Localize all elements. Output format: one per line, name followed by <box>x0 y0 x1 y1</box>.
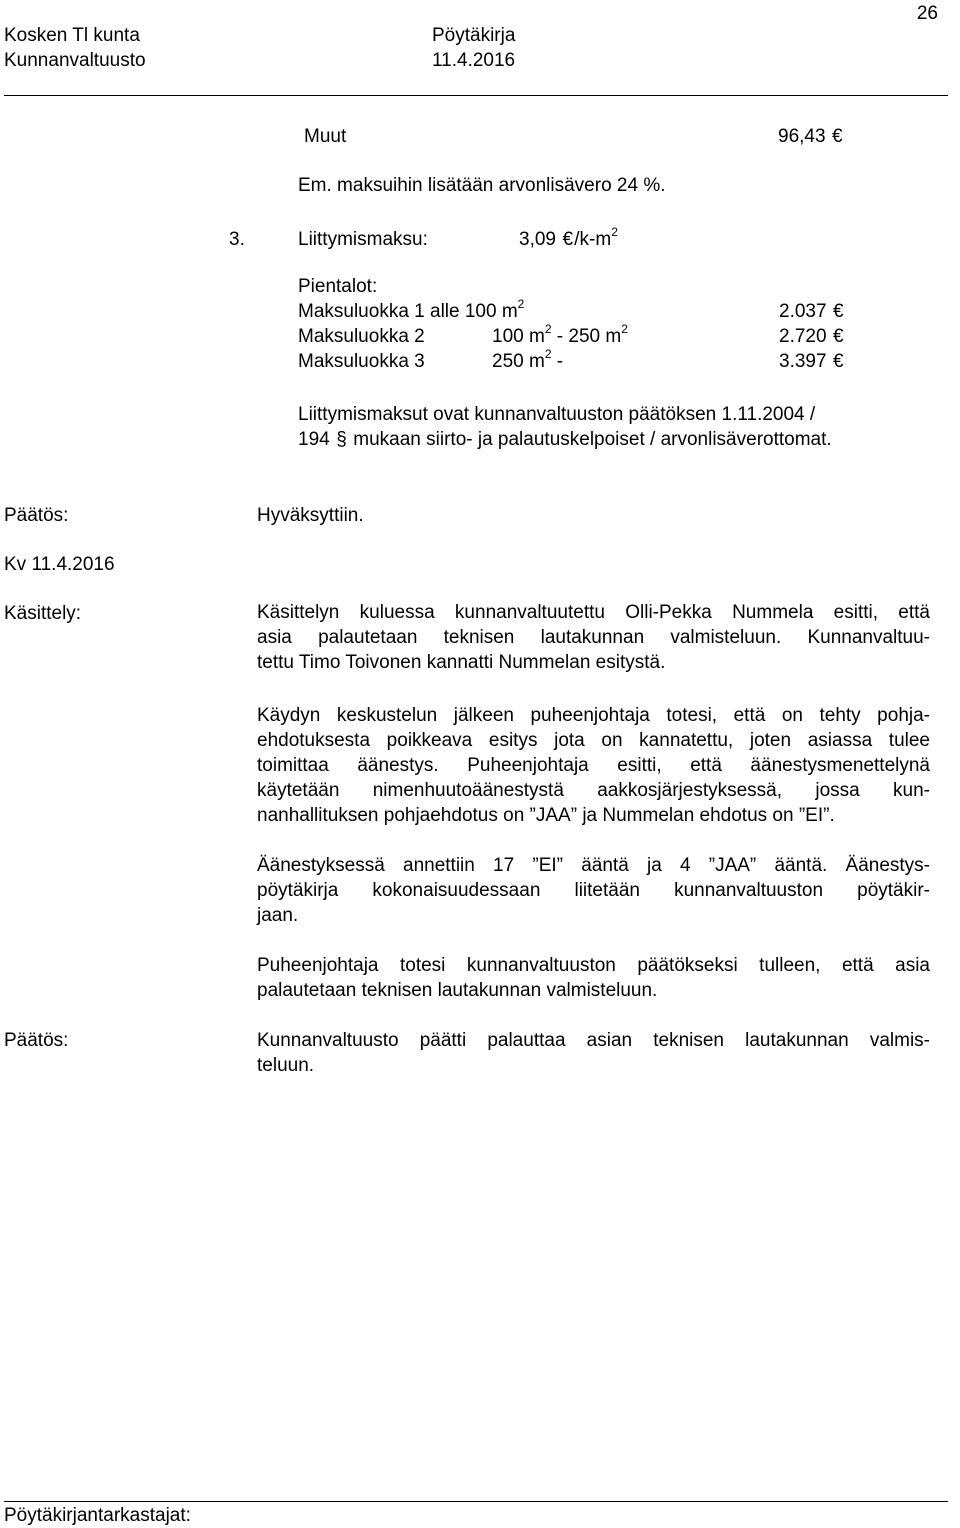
handling-label: Käsittely: <box>4 603 82 624</box>
final-decision-label: Päätös: <box>4 1030 69 1051</box>
paragraph-line: Käsittelyn kuluessa kunnanvaltuutettu Olli-Pekka Nummela esitti, että <box>257 602 930 623</box>
paragraph-line: käytetään nimenhuutoäänestystä aakkosjärjestyksessä, jossa kun- <box>257 780 930 801</box>
section-sign-icon: § <box>336 429 347 450</box>
organization-name: Kosken Tl kunta <box>4 25 140 46</box>
euro-icon: € <box>832 126 843 147</box>
meeting-date: 11.4.2016 <box>432 50 516 71</box>
euro-icon: € <box>833 301 844 322</box>
fee-class-1-value: 2.037 € <box>779 301 844 322</box>
fee-class-2-range: 100 $m^2 - 250$ $m^2$ <box>492 321 628 347</box>
minutes-checkers-label: Pöytäkirjantarkastajat: <box>4 1505 191 1526</box>
euro-icon: € <box>562 229 574 250</box>
fee-class-1-label: Maksuluokka 1 alle 100 $m^2$ <box>298 296 525 322</box>
euro-icon: € <box>833 326 844 347</box>
chair-statement-paragraph <box>257 953 930 1003</box>
handling-paragraph-2 <box>257 703 930 828</box>
footer-divider <box>4 1501 948 1502</box>
paragraph-line: ehdotuksesta poikkeava esitys jota on kannatettu, joten asiassa tulee <box>257 730 930 751</box>
decision-text: Hyväksyttiin. <box>257 505 364 526</box>
fee-class-2-value: 2.720 € <box>779 326 844 347</box>
page-number: 26 <box>916 3 938 24</box>
item-number: 3. <box>229 229 245 250</box>
muut-label: Muut <box>304 126 347 147</box>
connection-fee-label: Liittymismaksu: <box>298 229 428 250</box>
fee-class-3-value: 3.397 € <box>779 351 844 372</box>
paragraph-line: tettu Timo Toivonen kannatti Nummelan esitystä. <box>257 652 666 673</box>
muut-value: 96,43 € <box>778 126 843 147</box>
paragraph-line: Puheenjohtaja totesi kunnanvaltuuston päätökseksi tulleen, että asia <box>257 955 930 976</box>
header-divider <box>4 95 948 96</box>
paragraph-line: Käydyn keskustelun jälkeen puheenjohtaja totesi, että on tehty pohja- <box>257 705 930 726</box>
decision-label: Päätös: <box>4 505 69 526</box>
body-name: Kunnanvaltuusto <box>4 50 146 71</box>
paragraph-line: Kunnanvaltuusto päätti palauttaa asian teknisen lautakunnan valmis- <box>257 1030 930 1051</box>
kv-heading: Kv 11.4.2016 <box>4 554 115 575</box>
fee-note-line-1: Liittymismaksut ovat kunnanvaltuuston päätöksen 1.11.2004 / <box>298 404 816 425</box>
vat-note: Em. maksuihin lisätään arvonlisävero 24 %. <box>298 175 666 196</box>
detached-houses-label: Pientalot: <box>298 276 378 297</box>
paragraph-line: pöytäkirja kokonaisuudessaan liitetään kunnanvaltuuston pöytäkir- <box>257 880 930 901</box>
handling-paragraph-1 <box>257 600 930 675</box>
euro-icon: € <box>833 351 844 372</box>
paragraph-line: palautetaan teknisen lautakunnan valmisteluun. <box>257 980 658 1001</box>
fee-class-3-label: Maksuluokka 3 <box>298 351 425 372</box>
paragraph-line: toimittaa äänestys. Puheenjohtaja esitti, että äänestysmenettelynä <box>257 755 930 776</box>
paragraph-line: Äänestyksessä annettiin 17 ”EI” ääntä ja 4 ”JAA” ääntä. Äänestys- <box>257 855 930 876</box>
fee-class-2-label: Maksuluokka 2 <box>298 326 425 347</box>
document-type: Pöytäkirja <box>432 25 516 46</box>
paragraph-line: asia palautetaan teknisen lautakunnan valmisteluun. Kunnanvaltuu- <box>257 627 930 648</box>
paragraph-line: teluun. <box>257 1055 315 1076</box>
paragraph-line: nanhallituksen pohjaehdotus on ”JAA” ja Nummelan ehdotus on ”EI”. <box>257 805 835 826</box>
voting-result-paragraph <box>257 853 930 928</box>
connection-fee-rate: 3,09 $€/k-m^2$ <box>519 224 618 250</box>
final-decision-paragraph <box>257 1028 930 1078</box>
fee-class-3-range: 250 $m^2$ - <box>492 346 564 372</box>
fee-note-line-2: 194 § mukaan siirto- ja palautuskelpoiset / arvonlisäverottomat. <box>298 429 832 450</box>
paragraph-line: jaan. <box>257 905 299 926</box>
